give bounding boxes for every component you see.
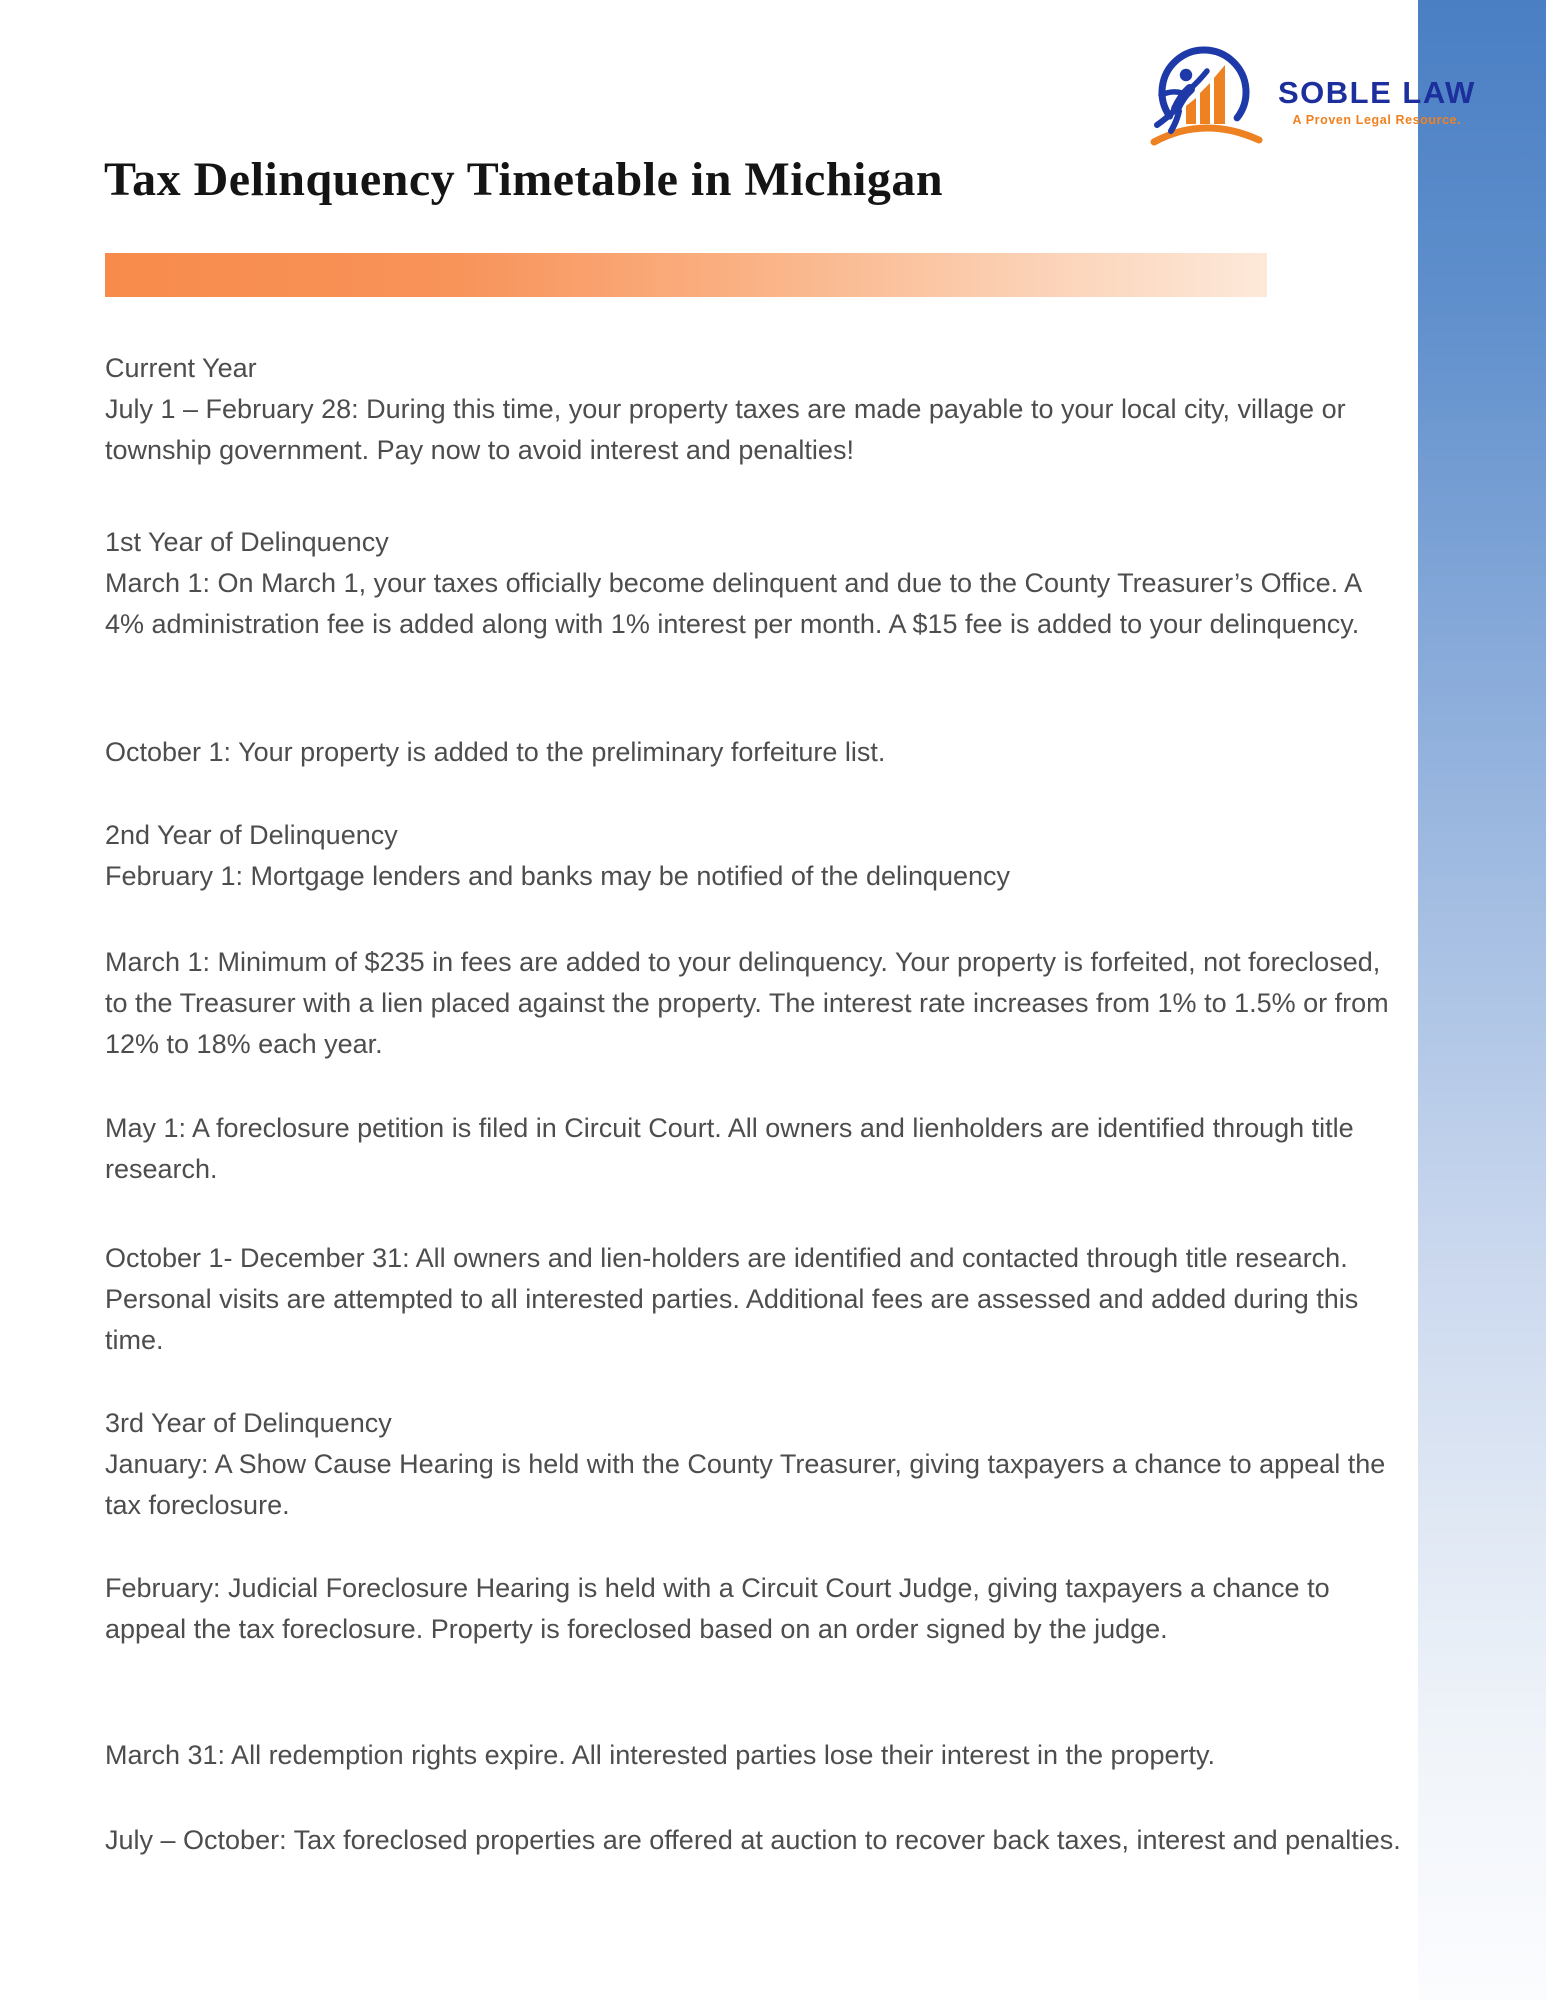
paragraph-3rd-year [105,1403,1405,1526]
section-text: March 1: On March 1, your taxes officially become delinquent and due to the County Treasurer’s Office. A 4% administration fee is added along with 1% interest per month. A $15 fee is added to your delinquency. [105,568,1361,639]
right-gradient-strip [1418,0,1546,2000]
paragraph-october-1 [105,732,1405,773]
section-text: February: Judicial Foreclosure Hearing is held with a Circuit Court Judge, giving taxpayers a chance to appeal the tax foreclosure. Property is foreclosed based on an order signed by the judge. [105,1573,1330,1644]
paragraph-may-1 [105,1108,1405,1190]
section-heading: 3rd Year of Delinquency [105,1408,392,1438]
section-text: October 1- December 31: All owners and lien-holders are identified and contacted through title research. Personal visits are attempted to all interested parties. Additional fees are assessed and added during this time. [105,1243,1359,1355]
paragraph-february-hearing [105,1568,1405,1650]
paragraph-current-year [105,348,1405,471]
section-text: May 1: A foreclosure petition is filed in Circuit Court. All owners and lienholders are identified through title research. [105,1113,1354,1184]
section-text: March 1: Minimum of $235 in fees are added to your delinquency. Your property is forfeited, not foreclosed, to the Treasurer with a lien placed against the property. The interest rate increases from 1% to 1.5% or from 12% to 18% each year. [105,947,1389,1059]
soble-law-logo-icon [1146,38,1268,156]
paragraph-march-1-fees [105,942,1405,1065]
paragraph-july-october [105,1820,1405,1861]
logo-tagline: A Proven Legal Resource. [1292,112,1462,127]
paragraph-oct-dec [105,1238,1405,1361]
section-text: July – October: Tax foreclosed properties are offered at auction to recover back taxes, interest and penalties. [105,1825,1401,1855]
section-text: February 1: Mortgage lenders and banks may be notified of the delinquency [105,861,1011,891]
orange-divider-bar [105,253,1267,297]
soble-law-logo [1146,38,1476,156]
section-text: March 31: All redemption rights expire. All interested parties lose their interest in the property. [105,1740,1216,1770]
section-text: October 1: Your property is added to the preliminary forfeiture list. [105,737,886,767]
section-heading: 1st Year of Delinquency [105,527,389,557]
section-heading: Current Year [105,353,257,383]
section-text: January: A Show Cause Hearing is held with the County Treasurer, giving taxpayers a chance to appeal the tax foreclosure. [105,1449,1386,1520]
logo-name: SOBLE LAW [1278,75,1476,111]
page-title: Tax Delinquency Timetable in Michigan [104,153,944,206]
paragraph-march-31 [105,1735,1405,1776]
section-text: July 1 – February 28: During this time, your property taxes are made payable to your local city, village or township government. Pay now to avoid interest and penalties! [105,394,1346,465]
paragraph-2nd-year [105,815,1405,897]
section-heading: 2nd Year of Delinquency [105,820,398,850]
paragraph-1st-year [105,522,1405,645]
logo-text [1278,77,1476,127]
